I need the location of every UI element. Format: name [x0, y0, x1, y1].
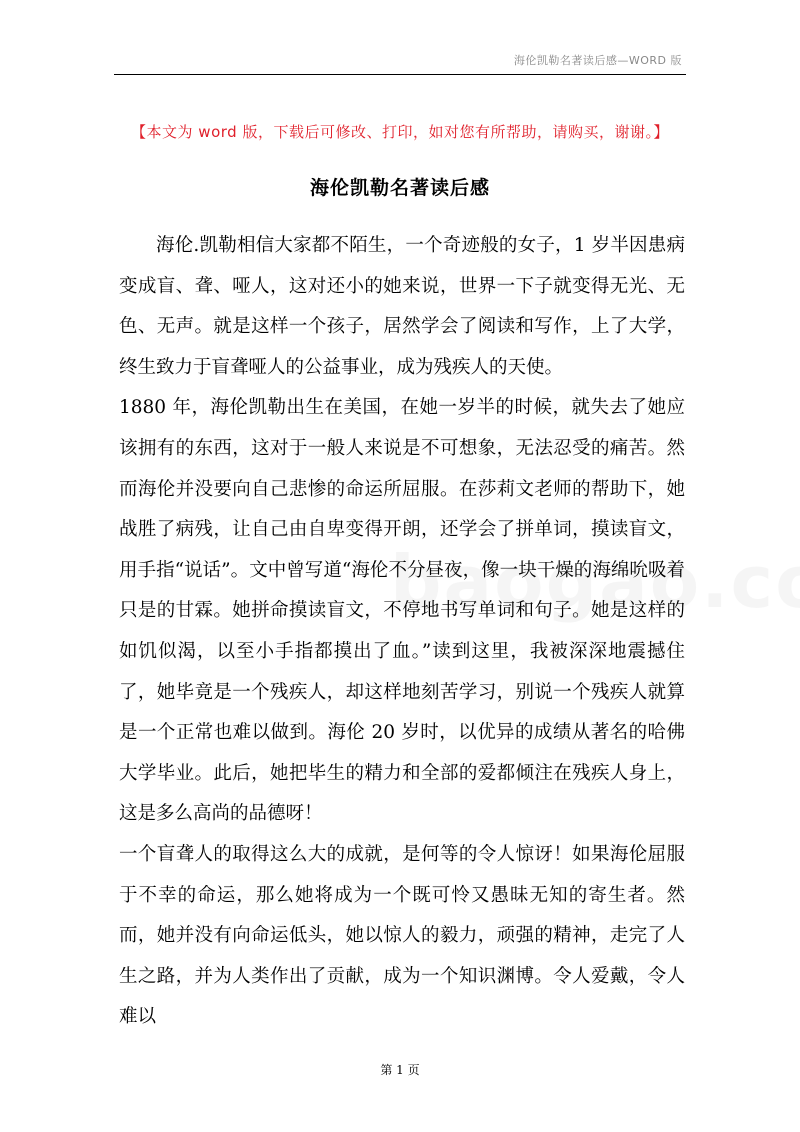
running-header: 海伦凯勒名著读后感—WORD 版 [513, 54, 682, 67]
document-title: 海伦凯勒名著读后感 [309, 177, 490, 199]
paragraph-1: 海伦.凯勒相信大家都不陌生，一个奇迹般的女子，1 岁半因患病变成盲、聋、哑人，这对还小的她来说，世界一下子就变得无光、无色、无声。就是这样一个孩子，居然学会了阅读和写作，上了大学，终生致力于盲聋哑人的公益事业，成为残疾人的天使。 [119, 235, 685, 378]
page-number: 第 1 页 [380, 1063, 420, 1077]
header-divider [114, 74, 686, 75]
paragraph-2: 1880 年，海伦凯勒出生在美国，在她一岁半的时候，就失去了她应该拥有的东西，这对于一般人来说是不可想象，无法忍受的痛苦。然而海伦并没要向自己悲惨的命运所屈服。在莎莉文老师的帮助下，她战胜了病残，让自己由自卑变得开朗，还学会了拼单词，摸读盲文，用手指“说话”。文中曾写道“海伦不分昼夜，像一块干燥的海绵吮吸着只是的甘霖。她拼命摸读盲文，不停地书写单词和句子。她是这样的如饥似渴，以至小手指都摸出了血。”读到这里，我被深深地震撼住了，她毕竟是一个残疾人，却这样地刻苦学习，别说一个残疾人就算是一个正常也难以做到。海伦 20 岁时，以优异的成绩从著名的哈佛大学毕业。此后，她把毕生的精力和全部的爱都倾注在残疾人身上，这是多么高尚的品德呀！ [119, 397, 685, 825]
purchase-notice: 【本文为 word 版，下载后可修改、打印，如对您有所帮助，请购买，谢谢。】 [131, 123, 669, 141]
paragraph-3: 一个盲聋人的取得这么大的成就，是何等的令人惊讶！如果海伦屈服于不幸的命运，那么她将成为一个既可怜又愚昧无知的寄生者。然而，她并没有向命运低头，她以惊人的毅力，顽强的精神，走完了人生之路，并为人类作出了贡献，成为一个知识渊博。令人爱戴，令人难以 [119, 843, 685, 1028]
document-body [119, 226, 685, 1038]
